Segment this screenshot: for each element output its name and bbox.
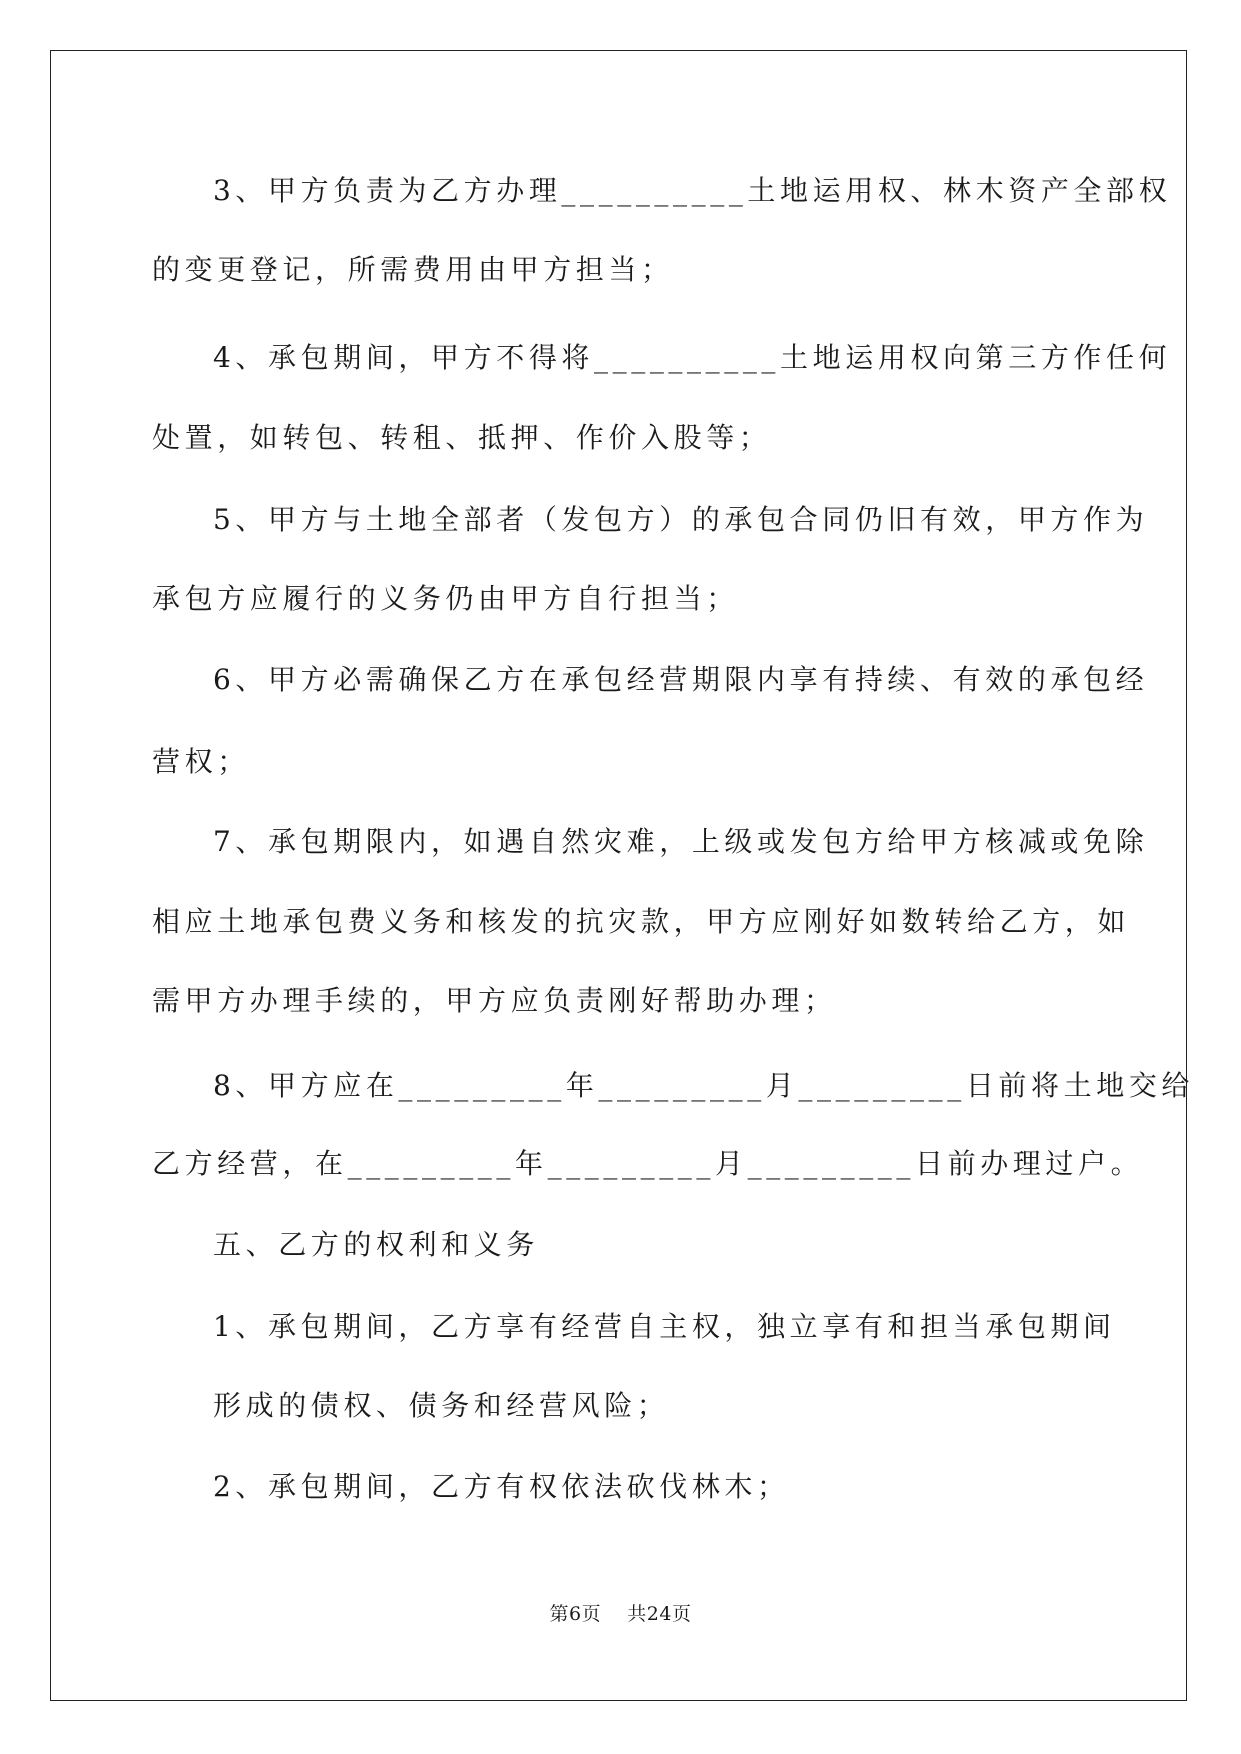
clause-3-line-1: 3、甲方负责为乙方办理__________土地运用权、林木资产全部权 xyxy=(213,174,1172,207)
section5-clause-1-line-2: 形成的债权、债务和经营风险； xyxy=(213,1389,670,1422)
section-heading-5: 五、乙方的权利和义务 xyxy=(213,1228,540,1261)
clause-5-line-2: 承包方应履行的义务仍由甲方自行担当； xyxy=(152,582,739,615)
clause-7-line-1: 7、承包期限内，如遇自然灾难，上级或发包方给甲方核减或免除 xyxy=(213,825,1149,858)
page-border xyxy=(50,50,1187,1701)
clause-4-line-1: 4、承包期间，甲方不得将__________土地运用权向第三方作任何 xyxy=(213,341,1172,374)
clause-8-line-2: 乙方经营，在_________年_________月_________日前办理过户。 xyxy=(152,1147,1144,1180)
clause-8-line-1: 8、甲方应在_________年_________月_________日前将土地交给 xyxy=(213,1069,1195,1102)
section5-clause-1-line-1: 1、承包期间，乙方享有经营自主权，独立享有和担当承包期间 xyxy=(213,1310,1116,1343)
clause-7-line-2: 相应土地承包费义务和核发的抗灾款，甲方应刚好如数转给乙方，如 xyxy=(152,905,1131,938)
clause-7-line-3: 需甲方办理手续的，甲方应负责刚好帮助办理； xyxy=(152,984,837,1017)
clause-5-line-1: 5、甲方与土地全部者（发包方）的承包合同仍旧有效，甲方作为 xyxy=(213,503,1149,536)
section5-clause-2-line-1: 2、承包期间，乙方有权依法砍伐林木； xyxy=(213,1470,790,1503)
clause-3-line-2: 的变更登记，所需费用由甲方担当； xyxy=(152,253,674,286)
clause-6-line-1: 6、甲方必需确保乙方在承包经营期限内享有持续、有效的承包经 xyxy=(213,663,1149,696)
clause-4-line-2: 处置，如转包、转租、抵押、作价入股等； xyxy=(152,421,772,454)
page-number-footer: 第6页 共24页 xyxy=(549,1603,692,1625)
clause-6-line-2: 营权； xyxy=(152,745,250,778)
